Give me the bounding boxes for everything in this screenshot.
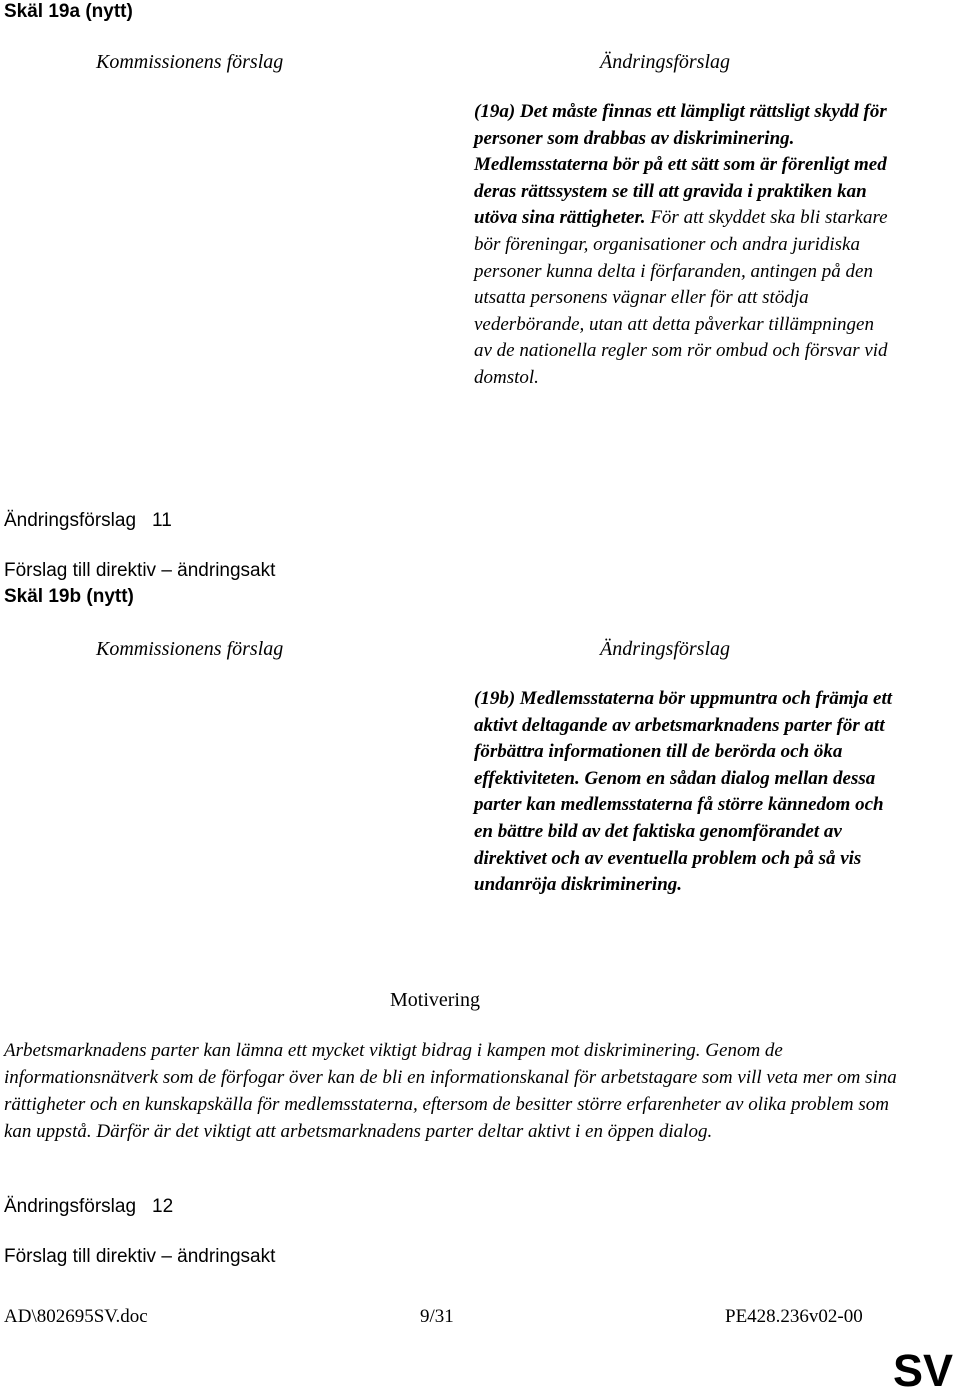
column-header-commission: Kommissionens förslag xyxy=(96,51,284,73)
section-heading-19a: Skäl 19a (nytt) xyxy=(4,1,133,22)
footer-language-code: SV xyxy=(893,1345,954,1396)
footer-doc-ref: AD\802695SV.doc xyxy=(4,1306,148,1327)
column-header-amendment-11: Ändringsförslag xyxy=(600,638,731,660)
footer-page-number: 9/31 xyxy=(420,1306,454,1327)
motivation-heading: Motivering xyxy=(390,989,480,1011)
column-header-commission-11: Kommissionens förslag xyxy=(96,638,284,660)
amendment-12-heading xyxy=(4,1195,173,1219)
motivation-text: Arbetsmarknadens parter kan lämna ett mycket viktigt bidrag i kampen mot diskriminering. Genom de informationsnätverk som de förfogar över kan de bli en informationskanal för arbetstagare som vill veta mer om sina rättigheter och en kunskapskälla för medlemsstaterna, eftersom de besitter större erfarenheter av olika problem som kan uppstå. Därför är det viktigt att arbetsmarknadens parter deltar aktivt i en öppen dialog. xyxy=(4,1040,897,1142)
amendment-text-19a-part2: För att skyddet ska bli starkare bör föreningar, organisationer och andra juridiska personer kunna delta i förfaranden, antingen på den utsatta personens vägnar eller för att stödja vederbörande, utan att detta påverkar tillämpningen av de nationella regler som rör ombud och försvar vid domstol. xyxy=(474,207,888,388)
footer-pe-ref: PE428.236v02-00 xyxy=(725,1306,863,1327)
amendment-text-19a-part1: (19a) Det måste finnas ett lämpligt rättsligt skydd för personer som drabbas av diskriminering. Medlemsstaterna bör på ett sätt som är förenligt med deras rättssystem se till att gravida i praktiken kan utöva sina rättigheter. xyxy=(474,101,887,229)
amendment-text-19a xyxy=(474,99,894,392)
amendment-12-subtitle: Förslag till direktiv – ändringsakt xyxy=(4,1246,276,1267)
amendment-text-19b: (19b) Medlemsstaterna bör uppmuntra och främja ett aktivt deltagande av arbetsmarknadens parter för att förbättra informationen till de berörda och öka effektiviteten. Genom en sådan dialog mellan dessa parter kan medlemsstaterna få större kännedom och en bättre bild av det faktiska genomförandet av direktivet och av eventuella problem och på så vis undanröja diskriminering. xyxy=(474,688,893,896)
amendment-label: Ändringsförslag xyxy=(4,1196,137,1217)
amendment-number: 11 xyxy=(152,510,172,531)
amendment-11-heading xyxy=(4,509,172,533)
amendment-11-subtitle: Förslag till direktiv – ändringsakt xyxy=(4,560,276,581)
amendment-number: 12 xyxy=(152,1196,174,1217)
column-header-amendment: Ändringsförslag xyxy=(600,51,731,73)
section-heading-19b: Skäl 19b (nytt) xyxy=(4,586,134,607)
amendment-label: Ändringsförslag xyxy=(4,510,137,531)
